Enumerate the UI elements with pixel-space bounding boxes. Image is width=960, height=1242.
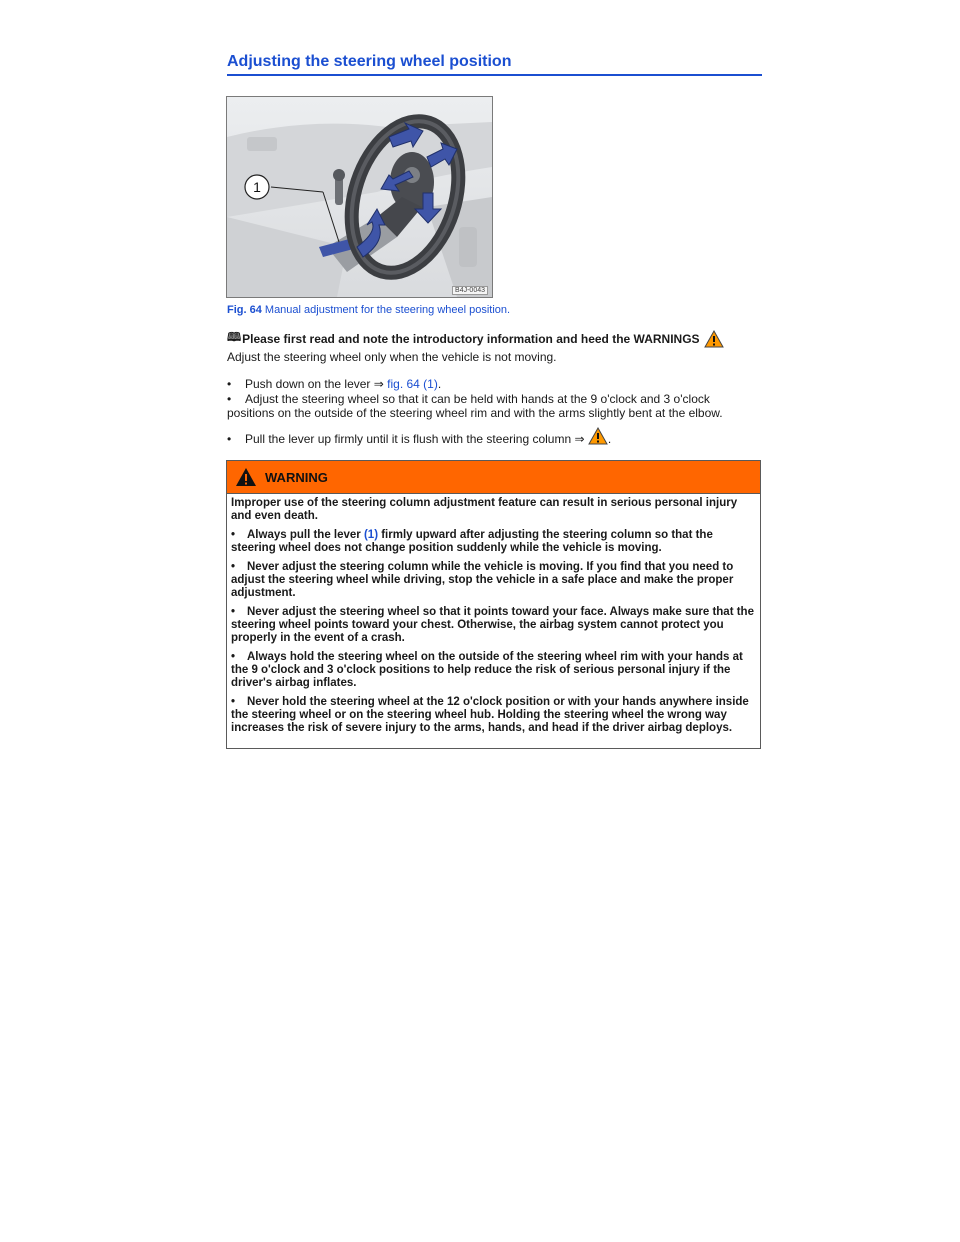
warning-heading: WARNING: [265, 469, 328, 485]
intro-text: Please first read and note the introductory information and heed the WARNINGS: [242, 331, 700, 346]
section-title: Adjusting the steering wheel position: [227, 53, 762, 76]
steering-wheel-illustration: [227, 97, 492, 297]
warning-item: • Never adjust the steering column while the vehicle is moving. If you find that you need to adjust the steering wheel while driving, stop the vehicle in a safe place and make the proper adjustment.: [231, 561, 734, 599]
lever-reference-link[interactable]: (1): [363, 529, 379, 541]
warning-header: [227, 461, 760, 494]
bullet-item: • Pull the lever up firmly until it is flush with the steering column ⇒ .: [227, 427, 752, 446]
figure-caption: [227, 304, 510, 316]
caption-number: Fig. 64: [227, 304, 262, 316]
book-icon: 🕮: [227, 330, 242, 344]
warning-triangle-icon: [235, 467, 257, 487]
warning-item: • Never adjust the steering wheel so that it points toward your face. Always make sure that the steering wheel points toward your chest. Otherwise, the airbag system cannot protect you properly in the event of a crash.: [231, 606, 754, 644]
warning-body: [227, 494, 760, 735]
warning-item: • Never hold the steering wheel at the 12 o'clock position or with your hands anywhere inside the steering wheel or on the steering wheel hub. Holding the steering wheel the wrong way increases the risk of severe injury to the arms, hands, and head if the driver airbag deploys.: [231, 696, 749, 734]
warning-triangle-icon[interactable]: [588, 427, 608, 445]
callout-number: 1: [253, 179, 261, 195]
bullet-item: • Adjust the steering wheel so that it can be held with hands at the 9 o'clock and 3 o'clock positions on the outside of the steering wheel rim and with the arms slightly bent at the elbow.: [227, 392, 723, 420]
warning-item: • Always pull the lever (1) firmly upward after adjusting the steering column so that the steering wheel does not change position suddenly while the vehicle is moving.: [231, 529, 713, 554]
caption-text: Manual adjustment for the steering wheel position.: [261, 304, 511, 316]
intro-note: [227, 328, 724, 349]
figure-link[interactable]: fig. 64 (1): [387, 377, 438, 391]
steering-wheel-figure: [226, 96, 493, 298]
bullet-item: • Push down on the lever ⇒ fig. 64 (1).: [227, 377, 442, 391]
warning-item: • Always hold the steering wheel on the outside of the steering wheel rim with your hands at the 9 o'clock and 3 o'clock positions to help reduce the risk of serious personal injury if the driver's airbag inflates.: [231, 651, 743, 689]
figure-code: B4J-0043: [452, 286, 488, 295]
warning-triangle-icon: [704, 330, 724, 348]
warning-intro: Improper use of the steering column adjustment feature can result in serious personal injury and even death.: [231, 497, 738, 522]
instruction-paragraph: Adjust the steering wheel only when the vehicle is not moving.: [227, 350, 557, 364]
warning-box: [226, 460, 761, 749]
